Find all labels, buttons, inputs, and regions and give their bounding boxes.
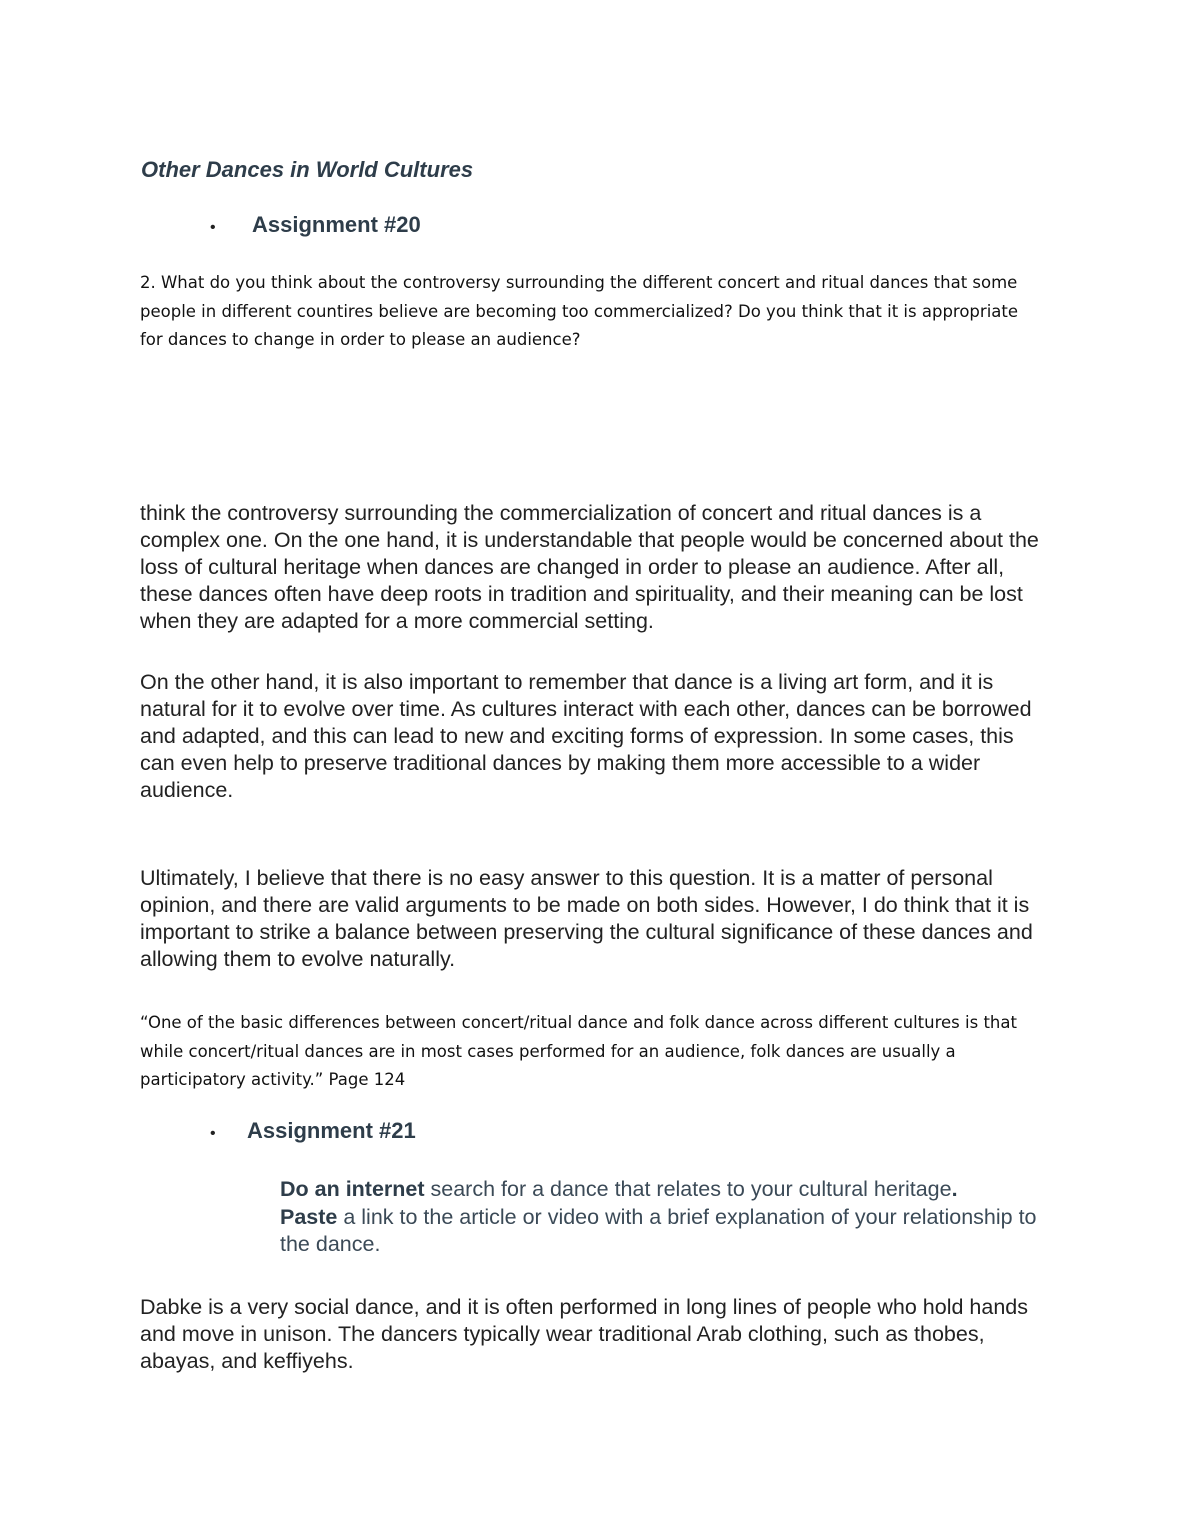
instruction-period: .: [951, 1177, 958, 1201]
bullet-icon: •: [210, 219, 216, 236]
instruction-line-1: [280, 1176, 1040, 1204]
instruction-text-1: search for a dance that relates to your cultural heritage: [424, 1177, 952, 1201]
assignment-21-label: Assignment #21: [247, 1118, 416, 1143]
bullet-icon: •: [210, 1125, 216, 1142]
instruction-line-2: [280, 1204, 1040, 1259]
instruction-bold-1: Do an internet: [280, 1177, 425, 1201]
assignment-21-heading: [210, 1118, 416, 1144]
assignment-20-question: 2. What do you think about the controversy surrounding the different concert and ritual dances that some people in different countires believe are becoming too commercialized? Do you think that it is appropriate for dances to change in order to please an audience?: [140, 273, 1019, 349]
answer-paragraph-1: think the controversy surrounding the commercialization of concert and ritual dances is a complex one. On the one hand, it is understandable that people would be concerned about the loss of cultural heritage when dances are changed in order to please an audience. After all, these dances often have deep roots in tradition and spirituality, and their meaning can be lost when they are adapted for a more commercial setting.: [140, 501, 1039, 633]
assignment-20-label: Assignment #20: [252, 212, 421, 237]
document-title: Other Dances in World Cultures: [141, 157, 474, 182]
assignment-20-heading: [210, 212, 421, 238]
instruction-bold-2: Paste: [280, 1204, 338, 1229]
textbook-quote: “One of the basic differences between concert/ritual dance and folk dance across different cultures is that while concert/ritual dances are in most cases performed for an audience, folk dances are usually a participatory activity.” Page 124: [140, 1013, 1017, 1089]
dabke-paragraph: Dabke is a very social dance, and it is often performed in long lines of people who hold hands and move in unison. The dancers typically wear traditional Arab clothing, such as thobes, abayas, and keffiyehs.: [140, 1295, 1029, 1373]
answer-paragraph-3: Ultimately, I believe that there is no easy answer to this question. It is a matter of personal opinion, and there are valid arguments to be made on both sides. However, I do think that it is important to strike a balance between preserving the cultural significance of these dances and allowing them to evolve naturally.: [140, 866, 1033, 971]
assignment-21-instructions: [280, 1176, 1040, 1259]
answer-paragraph-2: On the other hand, it is also important to remember that dance is a living art form, and it is natural for it to evolve over time. As cultures interact with each other, dances can be borrowed and adapted, and this can lead to new and exciting forms of expression. In some cases, this can even help to preserve traditional dances by making them more accessible to a wider audience.: [140, 670, 1032, 802]
instruction-text-2: a link to the article or video with a brief explanation of your relationship to the dance.: [280, 1204, 1037, 1256]
